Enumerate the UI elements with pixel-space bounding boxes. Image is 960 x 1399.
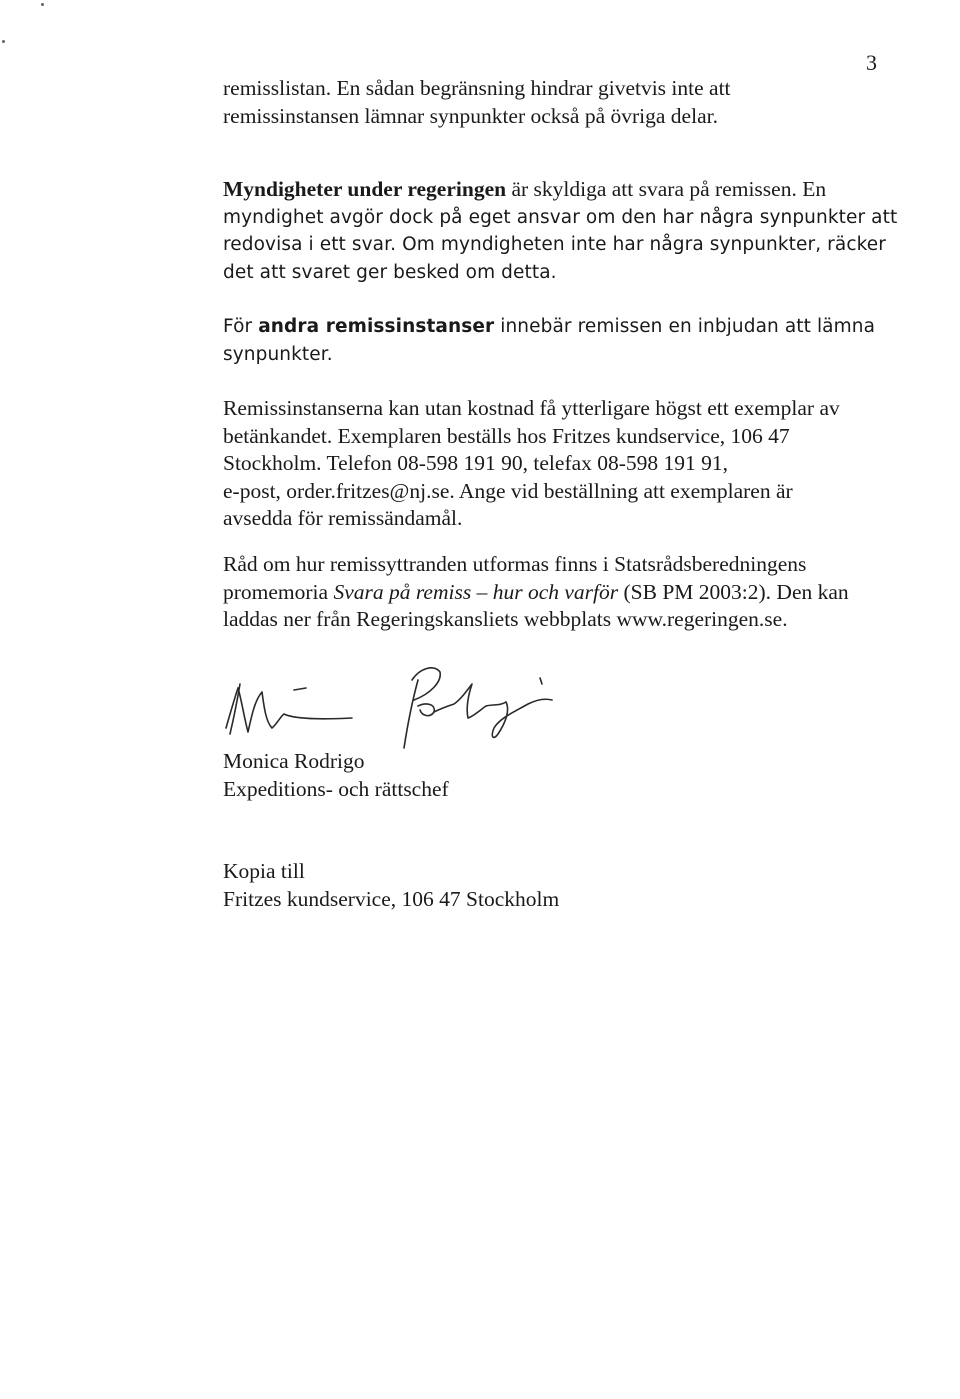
bold-term: andra remissinstanser	[258, 316, 495, 337]
text-line	[223, 176, 913, 204]
bold-term: Myndigheter under regeringen	[223, 177, 507, 201]
paragraph-rad	[223, 551, 913, 634]
text-fragment: promemoria	[223, 579, 334, 604]
text-fragment: är skyldiga att svara på remissen. En	[506, 177, 827, 201]
paragraph-andra-remissinstanser	[223, 313, 913, 368]
paragraph-myndigheter	[223, 176, 913, 286]
copy-label: Kopia till	[223, 859, 305, 883]
signer-block	[223, 748, 913, 803]
text-line: remisslistan. En sådan begränsning hindrar givetvis inte att	[223, 76, 731, 100]
text-line: Stockholm. Telefon 08-598 191 90, telefax 08-598 191 91,	[223, 451, 729, 475]
text-line: Remissinstanserna kan utan kostnad få ytterligare högst ett exemplar av	[223, 396, 840, 420]
text-line: det att svaret ger besked om detta.	[223, 261, 557, 283]
text-line: betänkandet. Exemplaren beställs hos Fritzes kundservice, 106 47	[223, 423, 790, 448]
signer-name: Monica Rodrigo	[223, 749, 365, 773]
text-line: avsedda för remissändamål.	[223, 506, 463, 530]
text-line: redovisa i ett svar. Om myndigheten inte har några synpunkter, räcker	[223, 234, 886, 255]
paragraph-remisslistan	[223, 75, 913, 130]
copy-block	[223, 858, 913, 913]
text-line: Råd om hur remissyttranden utformas finns i Statsrådsberedningens	[223, 552, 807, 576]
signer-title: Expeditions- och rättschef	[223, 776, 449, 801]
text-line: laddas ner från Regeringskansliets webbplats www.regeringen.se.	[223, 607, 788, 631]
paragraph-exemplar	[223, 395, 913, 533]
text-line	[223, 313, 913, 341]
scan-speck	[41, 3, 44, 6]
text-line: synpunkter.	[223, 343, 333, 365]
text-fragment: (SB PM 2003:2). Den kan	[618, 579, 849, 604]
text-fragment: För	[223, 316, 259, 337]
handwritten-signature	[222, 662, 582, 752]
text-line: myndighet avgör dock på eget ansvar om den har några synpunkter att	[223, 206, 898, 228]
text-fragment: innebär remissen en inbjudan att lämna	[494, 316, 876, 337]
publication-title: Svara på remiss – hur och varför	[333, 579, 619, 604]
text-line: e-post, order.fritzes@nj.se. Ange vid beställning att exemplaren är	[223, 478, 793, 503]
text-line: remissinstansen lämnar synpunkter också på övriga delar.	[223, 103, 718, 128]
text-line	[223, 579, 913, 607]
scan-speck	[2, 40, 5, 43]
copy-recipient: Fritzes kundservice, 106 47 Stockholm	[223, 886, 560, 911]
page-number: 3	[866, 50, 877, 75]
